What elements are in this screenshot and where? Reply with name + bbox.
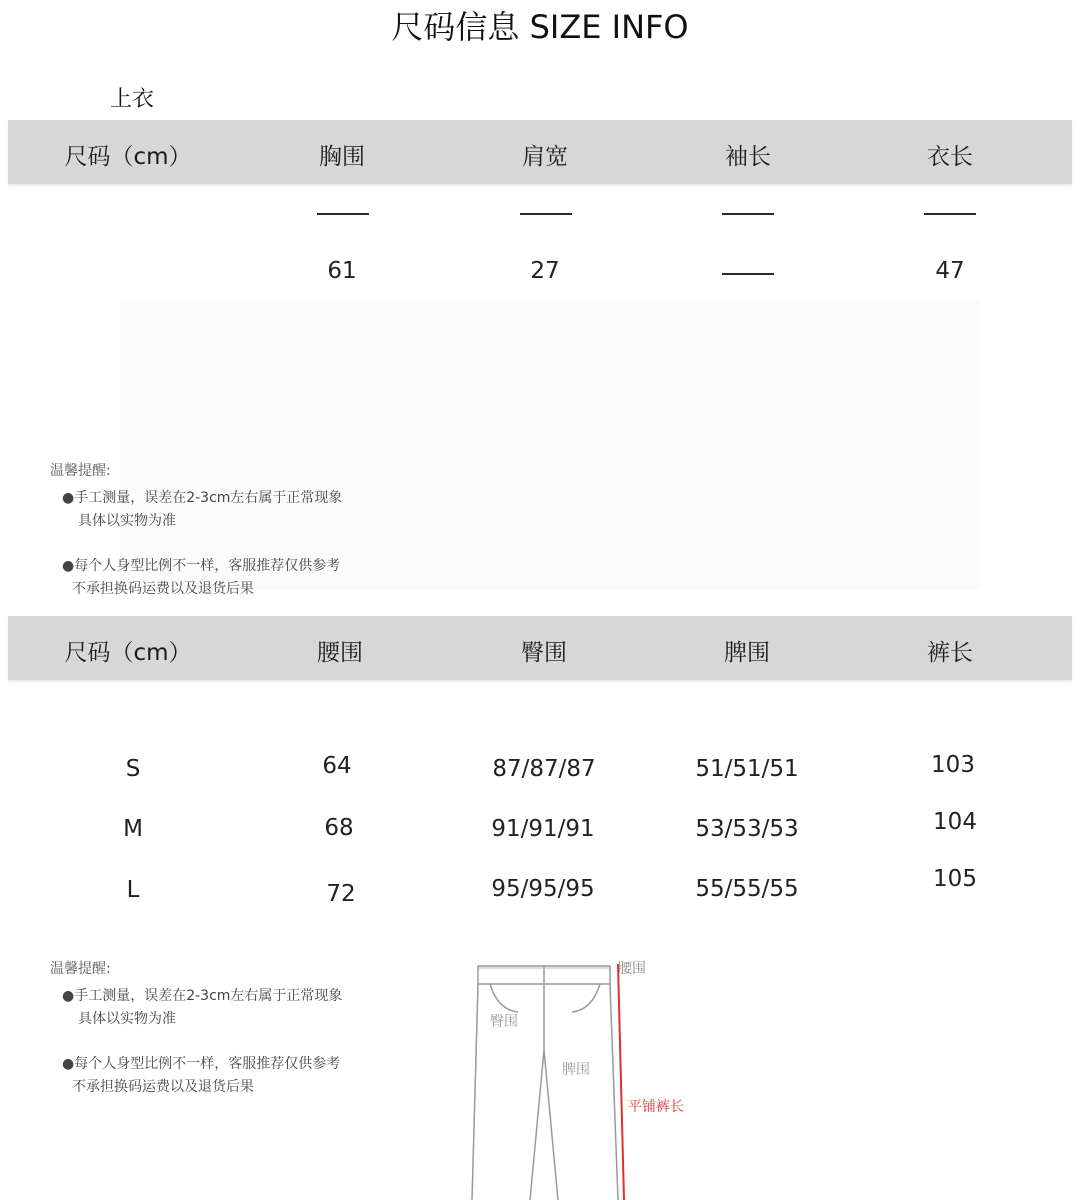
hip-m: 91/91/91	[491, 816, 595, 842]
notes-line: ●每个人身型比例不一样，客服推荐仅供参考	[62, 558, 341, 574]
notes-line: ●每个人身型比例不一样，客服推荐仅供参考	[62, 1056, 341, 1072]
dash-mark	[520, 213, 572, 215]
top-header-chest: 胸围	[319, 144, 365, 170]
dash-mark	[317, 213, 369, 215]
top-header-size: 尺码（cm）	[64, 144, 192, 170]
bottom-header-thigh: 脾围	[724, 640, 770, 666]
thigh-m: 53/53/53	[695, 816, 799, 842]
waist-label: 腰围	[618, 961, 646, 977]
top-shoulder-value: 27	[530, 258, 560, 284]
thigh-l: 55/55/55	[695, 876, 799, 902]
bottom-header-size: 尺码（cm）	[64, 640, 192, 666]
notes-block-bottom	[50, 958, 342, 1099]
notes-line: ●手工测量，误差在2-3cm左右属于正常现象	[62, 988, 343, 1004]
size-m: M	[123, 816, 143, 842]
notes-title: 温馨提醒:	[50, 961, 111, 977]
hip-label: 臀围	[490, 1014, 518, 1030]
size-l: L	[126, 877, 140, 903]
length-s: 103	[931, 752, 975, 778]
section-divider	[0, 603, 1080, 613]
bottom-header-length: 裤长	[927, 640, 973, 666]
length-line	[618, 964, 624, 1200]
top-length-value: 47	[935, 258, 965, 284]
length-l: 105	[933, 866, 977, 892]
notes-line: ●手工测量，误差在2-3cm左右属于正常现象	[62, 490, 343, 506]
notes-line: 不承担换码运费以及退货后果	[72, 581, 254, 597]
hip-l: 95/95/95	[491, 876, 595, 902]
bottom-header-hip: 臀围	[521, 640, 567, 666]
size-s: S	[125, 756, 141, 782]
length-label: 平铺裤长	[628, 1099, 684, 1115]
top-header-sleeve: 袖长	[725, 144, 771, 170]
notes-line: 具体以实物为准	[78, 513, 176, 529]
waist-s: 64	[322, 753, 352, 779]
notes-title: 温馨提醒:	[50, 463, 111, 479]
dash-mark	[722, 213, 774, 215]
dash-mark	[924, 213, 976, 215]
top-chest-value: 61	[327, 258, 357, 284]
notes-block-top	[50, 460, 342, 601]
hip-s: 87/87/87	[492, 756, 596, 782]
waist-l: 72	[326, 881, 356, 907]
top-header-length: 衣长	[927, 144, 973, 170]
section-label-top: 上衣	[110, 87, 155, 112]
waist-m: 68	[324, 815, 354, 841]
notes-line: 不承担换码运费以及退货后果	[72, 1079, 254, 1095]
length-m: 104	[933, 809, 977, 835]
pants-outline	[472, 966, 618, 1200]
bottom-header-waist: 腰围	[317, 640, 363, 666]
dash-mark	[722, 273, 774, 275]
pants-diagram	[460, 950, 740, 1200]
top-header-shoulder: 肩宽	[522, 144, 568, 170]
notes-line: 具体以实物为准	[78, 1011, 176, 1027]
thigh-label: 脾围	[562, 1062, 590, 1078]
page-title: 尺码信息 SIZE INFO	[391, 8, 689, 46]
thigh-s: 51/51/51	[695, 756, 799, 782]
